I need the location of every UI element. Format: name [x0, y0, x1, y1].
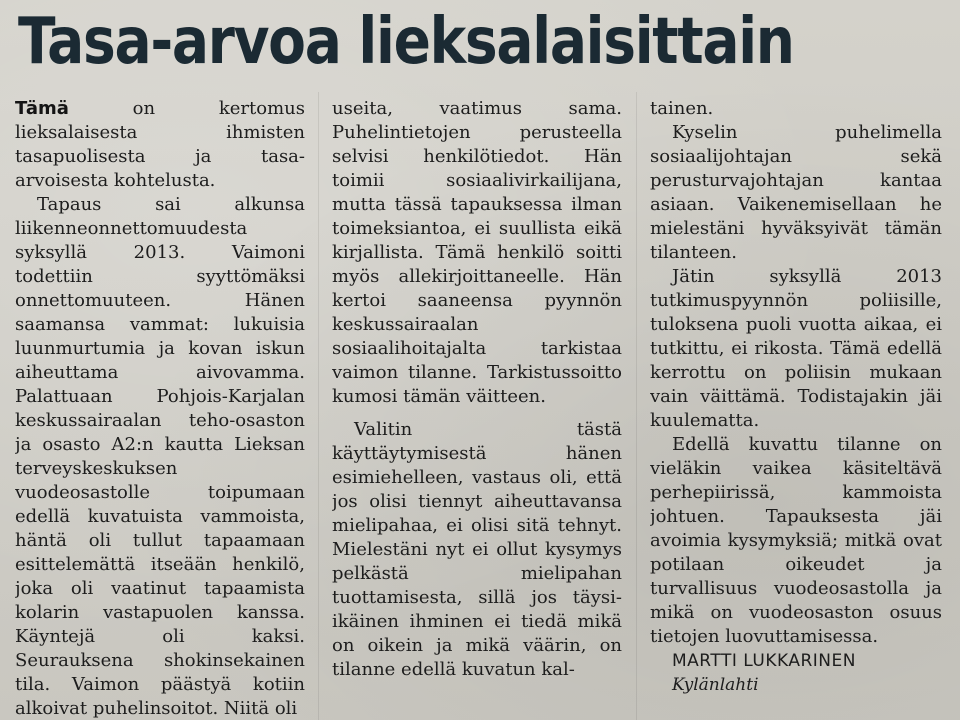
paragraph-text: on kertomus lieksalaisesta ihmisten tasapuolisesta ja tasa-arvoisesta kohtelusta. — [15, 98, 305, 191]
author-place: Kylänlahti — [672, 675, 759, 695]
column-divider — [318, 92, 319, 720]
lead-word: Tämä — [15, 98, 69, 119]
paragraph: useita, vaatimus sama. Puhelintietojen perusteella selvisi henkilötiedot. Hän toimii sosiaalivirkailijana, mutta tässä tapauksessa ilman toimeksiantoa, ei suullista eikä kirjallista. Tämä henkilö soitti myös allekirjoittaneelle. Hän kertoi saaneensa pyynnön keskussairaalan sosiaalihoitajalta tarkistaa vaimon tilanne. Tarkistussoitto kumosi tämän väitteen. — [332, 98, 622, 407]
article-column-3 — [650, 97, 942, 720]
paragraph: Jätin syksyllä 2013 tutkimuspyynnön poliisille, tuloksena puoli vuotta aikaa, ei tutkittu, ei rikosta. Tämä edellä kerrottu on poliisin mukaan vain väittämä. Todistajakin jäi kuulematta. — [650, 266, 942, 431]
paragraph — [15, 97, 305, 193]
article-column-2 — [332, 97, 622, 720]
author-name: MARTTI LUKKARINEN — [672, 651, 856, 671]
article-headline: Tasa-arvoa lieksalaisittain — [18, 5, 794, 79]
paragraph: Tapaus sai alkunsa liikenneonnettomuudesta syksyllä 2013. Vaimoni todettiin syyttömäksi onnettomuuteen. Hänen saamansa vammat: lukuisia luunmurtumia ja kovan iskun aiheuttama aivovamma. Palattuaan Pohjois-Karjalan keskussairaalan teho-osaston ja osasto A2:n kautta Lieksan terveyskeskuksen vuodeosastolle toipumaan edellä kuvatuista vammoista, häntä oli tullut tapaamaan esittelemättä itseään henkilö, joka oli vaatinut tapaamista kolarin vastapuolen kanssa. Käyntejä oli kaksi. Seurauksena shokinsekainen tila. Vaimon päästyä kotiin alkoivat puhelinsoitot. Niitä oli — [15, 194, 305, 719]
column-divider — [636, 92, 637, 720]
paragraph: tainen. — [650, 98, 714, 119]
article-column-1 — [15, 97, 305, 720]
paragraph: Valitin tästä käyttäytymisestä hänen esimiehelleen, vastaus oli, että jos olisi tiennyt aiheuttavansa mielipahaa, ei olisi sitä tehnyt. Mielestäni nyt ei ollut kysymys pelkästä mielipahan tuottamisesta, sillä jos täysi-ikäinen ihminen ei tiedä mikä on oikein ja mikä väärin, on tilanne edellä kuvatun kal- — [332, 419, 622, 680]
paragraph: Edellä kuvattu tilanne on vieläkin vaikea käsiteltävä perhepiirissä, kammoista johtuen. Tapauksesta jäi avoimia kysymyksiä; mitkä ovat potilaan oikeudet ja turvallisuus vuodeosastolla ja mikä on vuodeosaston osuus tietojen luovuttamisessa. — [650, 434, 942, 647]
paragraph: Kyselin puhelimella sosiaalijohtajan sekä perusturvajohtajan kantaa asiaan. Vaikenemisellaan he mielestäni hyväksyivät tämän tilanteen. — [650, 122, 942, 263]
